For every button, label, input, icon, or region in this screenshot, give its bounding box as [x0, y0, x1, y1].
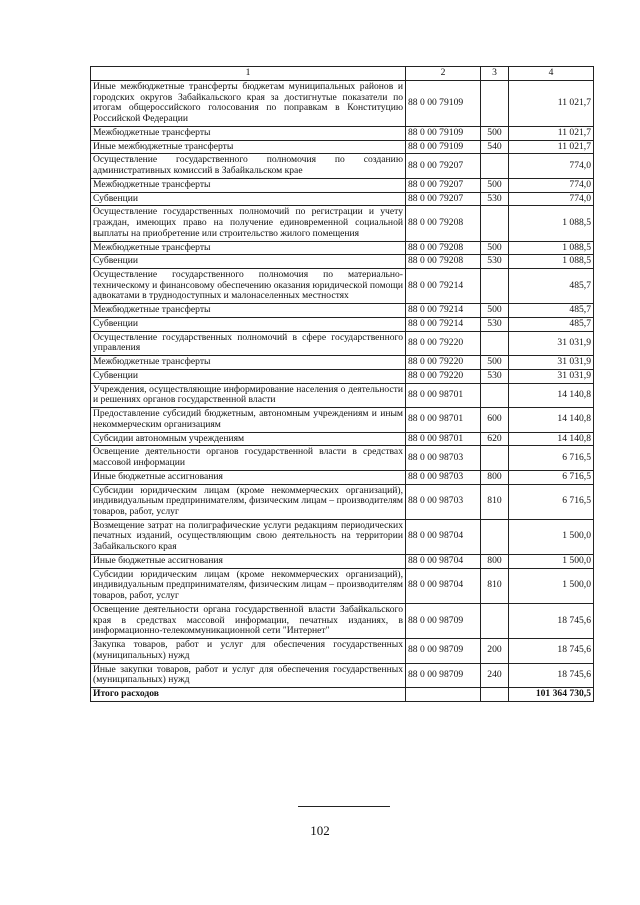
table-row	[91, 255, 594, 269]
row-name: Межбюджетные трансферты	[91, 178, 406, 192]
row-type: 810	[481, 484, 509, 519]
row-amount: 774,0	[509, 154, 594, 178]
row-amount: 6 716,5	[509, 446, 594, 470]
table-row	[91, 331, 594, 355]
table-row	[91, 269, 594, 304]
row-code: 88 0 00 79207	[406, 154, 481, 178]
row-code: 88 0 00 79208	[406, 255, 481, 269]
row-name: Межбюджетные трансферты	[91, 241, 406, 255]
row-amount: 18 745,6	[509, 603, 594, 638]
row-amount: 18 745,6	[509, 663, 594, 687]
row-name: Субвенции	[91, 369, 406, 383]
row-type	[481, 206, 509, 241]
row-name: Закупка товаров, работ и услуг для обеспечения государственных (муниципальных) нужд	[91, 639, 406, 663]
row-type: 530	[481, 192, 509, 206]
row-name: Осуществление государственного полномочия по материально-техническому и финансовому обеспечению оказания юридической помощи адвокатами в труднодоступных и малонаселенных местностях	[91, 269, 406, 304]
table-row	[91, 446, 594, 470]
row-name: Иные бюджетные ассигнования	[91, 554, 406, 568]
row-type: 500	[481, 304, 509, 318]
table-body	[91, 81, 594, 702]
row-name: Учреждения, осуществляющие информирование населения о деятельности и решениях органов государственной власти	[91, 383, 406, 407]
row-amount: 18 745,6	[509, 639, 594, 663]
table-row	[91, 192, 594, 206]
row-code: 88 0 00 79208	[406, 206, 481, 241]
row-amount: 31 031,9	[509, 369, 594, 383]
row-type	[481, 603, 509, 638]
header-col-1: 1	[91, 67, 406, 81]
row-code: 88 0 00 79109	[406, 126, 481, 140]
row-code: 88 0 00 98701	[406, 383, 481, 407]
row-name: Предоставление субсидий бюджетным, автономным учреждениям и иным некоммерческим организациям	[91, 408, 406, 432]
row-code: 88 0 00 98704	[406, 554, 481, 568]
total-row	[91, 687, 594, 701]
table-row	[91, 639, 594, 663]
total-type-cell	[481, 687, 509, 701]
header-col-3: 3	[481, 67, 509, 81]
row-name: Осуществление государственного полномочия по созданию административных комиссий в Забайкальском крае	[91, 154, 406, 178]
total-code-cell	[406, 687, 481, 701]
row-amount: 11 021,7	[509, 126, 594, 140]
total-amount: 101 364 730,5	[509, 687, 594, 701]
row-name: Субсидии юридическим лицам (кроме некоммерческих организаций), индивидуальным предпринимателям, физическим лицам – производителям товаров, работ, услуг	[91, 568, 406, 603]
table-row	[91, 603, 594, 638]
row-name: Иные межбюджетные трансферты бюджетам муниципальных районов и городских округов Забайкальского края за достигнутые показатели по итогам общероссийского голосования по поправкам в Конституцию Российской Федерации	[91, 81, 406, 127]
table-header-row	[91, 67, 594, 81]
row-code: 88 0 00 79207	[406, 178, 481, 192]
row-amount: 14 140,8	[509, 432, 594, 446]
row-amount: 1 500,0	[509, 519, 594, 554]
row-code: 88 0 00 98703	[406, 470, 481, 484]
budget-table	[90, 66, 594, 702]
table-row	[91, 568, 594, 603]
row-type: 500	[481, 178, 509, 192]
table-row	[91, 356, 594, 370]
row-type: 530	[481, 255, 509, 269]
row-amount: 1 500,0	[509, 568, 594, 603]
row-code: 88 0 00 79220	[406, 331, 481, 355]
table-row	[91, 519, 594, 554]
row-amount: 485,7	[509, 304, 594, 318]
row-amount: 14 140,8	[509, 383, 594, 407]
row-name: Осуществление государственных полномочий в сфере государственного управления	[91, 331, 406, 355]
table-row	[91, 484, 594, 519]
row-code: 88 0 00 79208	[406, 241, 481, 255]
table-row	[91, 470, 594, 484]
row-code: 88 0 00 79207	[406, 192, 481, 206]
row-type: 810	[481, 568, 509, 603]
row-type: 500	[481, 356, 509, 370]
row-name: Субвенции	[91, 255, 406, 269]
row-code: 88 0 00 98704	[406, 519, 481, 554]
row-type: 540	[481, 140, 509, 154]
row-type	[481, 154, 509, 178]
row-name: Иные межбюджетные трансферты	[91, 140, 406, 154]
row-type: 240	[481, 663, 509, 687]
row-type: 800	[481, 470, 509, 484]
table-row	[91, 432, 594, 446]
row-amount: 774,0	[509, 178, 594, 192]
row-type: 530	[481, 369, 509, 383]
row-code: 88 0 00 98709	[406, 603, 481, 638]
table-row	[91, 206, 594, 241]
table-row	[91, 178, 594, 192]
row-code: 88 0 00 98701	[406, 432, 481, 446]
row-type: 530	[481, 317, 509, 331]
total-label: Итого расходов	[91, 687, 406, 701]
row-name: Возмещение затрат на полиграфические услуги редакциям периодических печатных изданий, осуществляющим свою деятельность на территории Забайкальского края	[91, 519, 406, 554]
row-type: 500	[481, 126, 509, 140]
row-type	[481, 269, 509, 304]
row-amount: 774,0	[509, 192, 594, 206]
table-row	[91, 317, 594, 331]
row-code: 88 0 00 79220	[406, 356, 481, 370]
table-row	[91, 304, 594, 318]
row-type: 800	[481, 554, 509, 568]
row-code: 88 0 00 79214	[406, 269, 481, 304]
row-type: 600	[481, 408, 509, 432]
row-type	[481, 331, 509, 355]
row-amount: 6 716,5	[509, 484, 594, 519]
row-name: Иные закупки товаров, работ и услуг для обеспечения государственных (муниципальных) нужд	[91, 663, 406, 687]
row-name: Освещение деятельности органа государственной власти Забайкальского края в средствах массовой информации, печатных изданиях, в информационно-телекоммуникационной сети "Интернет"	[91, 603, 406, 638]
header-col-2: 2	[406, 67, 481, 81]
row-name: Межбюджетные трансферты	[91, 304, 406, 318]
row-type: 620	[481, 432, 509, 446]
row-code: 88 0 00 98701	[406, 408, 481, 432]
row-amount: 14 140,8	[509, 408, 594, 432]
row-name: Освещение деятельности органов государственной власти в средствах массовой информации	[91, 446, 406, 470]
row-type	[481, 383, 509, 407]
row-amount: 31 031,9	[509, 356, 594, 370]
table-row	[91, 140, 594, 154]
row-code: 88 0 00 98703	[406, 484, 481, 519]
header-col-4: 4	[509, 67, 594, 81]
row-type	[481, 81, 509, 127]
row-name: Субсидии юридическим лицам (кроме некоммерческих организаций), индивидуальным предпринимателям, физическим лицам – производителям товаров, работ, услуг	[91, 484, 406, 519]
row-name: Субвенции	[91, 192, 406, 206]
table-row	[91, 554, 594, 568]
row-amount: 31 031,9	[509, 331, 594, 355]
table-row	[91, 241, 594, 255]
row-amount: 485,7	[509, 317, 594, 331]
row-type: 500	[481, 241, 509, 255]
row-type	[481, 519, 509, 554]
row-name: Субсидии автономным учреждениям	[91, 432, 406, 446]
table-row	[91, 126, 594, 140]
row-amount: 11 021,7	[509, 81, 594, 127]
row-code: 88 0 00 98703	[406, 446, 481, 470]
budget-page	[90, 66, 593, 702]
table-row	[91, 663, 594, 687]
row-name: Межбюджетные трансферты	[91, 356, 406, 370]
page-number: 102	[310, 823, 330, 838]
row-code: 88 0 00 79109	[406, 81, 481, 127]
table-row	[91, 369, 594, 383]
row-name: Межбюджетные трансферты	[91, 126, 406, 140]
row-code: 88 0 00 79109	[406, 140, 481, 154]
row-code: 88 0 00 98704	[406, 568, 481, 603]
row-amount: 1 088,5	[509, 241, 594, 255]
row-amount: 485,7	[509, 269, 594, 304]
row-code: 88 0 00 98709	[406, 663, 481, 687]
row-amount: 6 716,5	[509, 470, 594, 484]
footer-divider	[298, 806, 390, 807]
row-code: 88 0 00 79220	[406, 369, 481, 383]
row-amount: 11 021,7	[509, 140, 594, 154]
row-code: 88 0 00 79214	[406, 304, 481, 318]
table-row	[91, 81, 594, 127]
row-amount: 1 088,5	[509, 255, 594, 269]
row-name: Осуществление государственных полномочий по регистрации и учету граждан, имеющих право на получение единовременной социальной выплаты на приобретение или строительство жилого помещения	[91, 206, 406, 241]
row-type	[481, 446, 509, 470]
table-row	[91, 383, 594, 407]
row-name: Субвенции	[91, 317, 406, 331]
table-row	[91, 154, 594, 178]
row-code: 88 0 00 98709	[406, 639, 481, 663]
row-amount: 1 500,0	[509, 554, 594, 568]
row-name: Иные бюджетные ассигнования	[91, 470, 406, 484]
table-row	[91, 408, 594, 432]
row-amount: 1 088,5	[509, 206, 594, 241]
row-code: 88 0 00 79214	[406, 317, 481, 331]
row-type: 200	[481, 639, 509, 663]
